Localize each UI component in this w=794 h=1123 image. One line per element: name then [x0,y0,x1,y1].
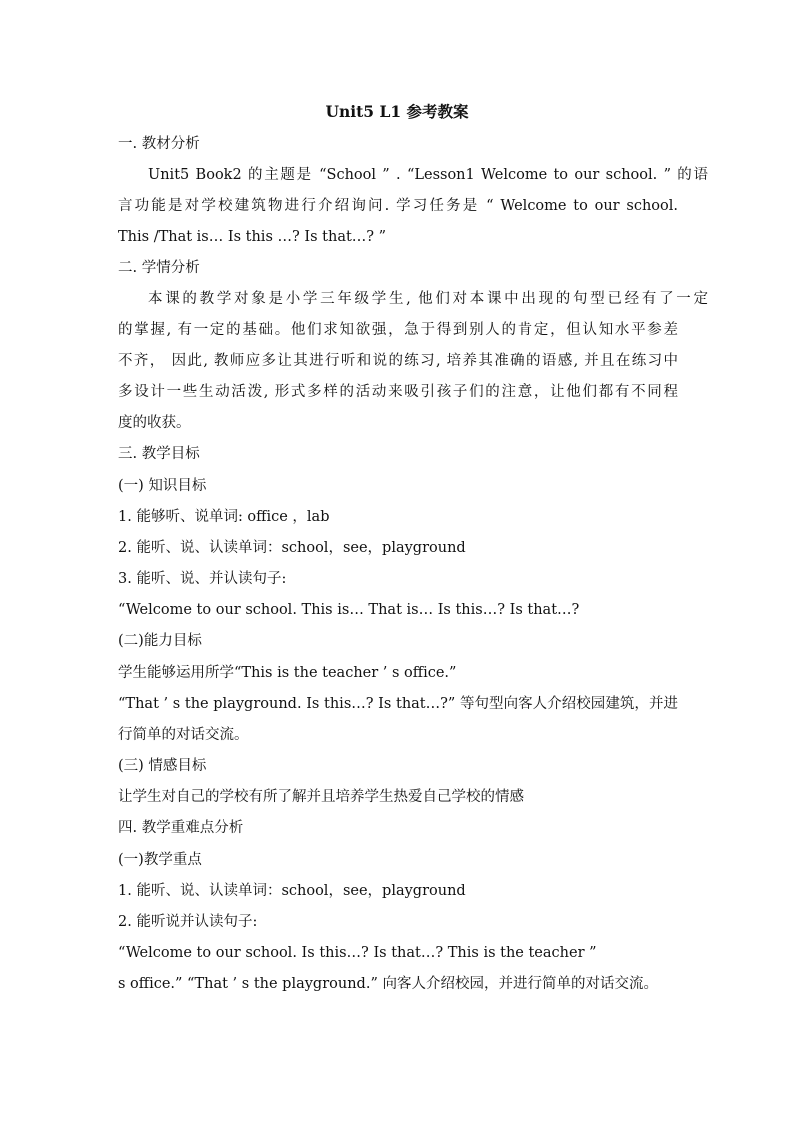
subheading-teaching-focus: (一)教学重点 [118,852,202,868]
document-title: Unit5 L1 参考教案 [325,102,469,121]
section-heading-textbook-analysis: 一. 教材分析 [118,136,200,152]
paragraph-line: This /That is… Is this …? Is that…? ” [118,229,387,245]
section-heading-key-points: 四. 教学重难点分析 [118,820,244,836]
section-heading-teaching-objectives: 三. 教学目标 [118,446,200,462]
example-sentences: “Welcome to our school. This is… That is… Is this…? Is that…? [118,602,580,618]
section-heading-student-analysis: 二. 学情分析 [118,260,200,276]
paragraph-line: 多设计一些生动活泼, 形式多样的活动来吸引孩子们的注意，让他们都有不同程 [118,384,678,400]
list-item: 1. 能够听、说单词: office ，lab [118,509,330,525]
paragraph-line: 学生能够运用所学“This is the teacher ’ s office.” [118,665,457,681]
list-item: 1. 能听、说、认读单词：school，see，playground [118,883,466,899]
paragraph-line: “That ’ s the playground. Is this…? Is that…?” 等句型向客人介绍校园建筑，并进 [118,696,678,712]
list-item: 2. 能听、说、认读单词：school，see，playground [118,540,466,556]
paragraph-line: 本课的教学对象是小学三年级学生, 他们对本课中出现的句型已经有了一定 [148,291,708,307]
subheading-ability-objectives: (二)能力目标 [118,633,202,649]
paragraph-line: 行简单的对话交流。 [118,727,249,743]
paragraph-line: 让学生对自己的学校有所了解并且培养学生热爱自己学校的情感 [118,789,524,805]
paragraph-line: Unit5 Book2 的主题是 “School ” . “Lesson1 Welcome to our school. ” 的语 [148,167,708,183]
list-item: 2. 能听说并认读句子: [118,914,258,930]
example-sentences: “Welcome to our school. Is this…? Is that…? This is the teacher ” [118,945,597,961]
list-item: 3. 能听、说、并认读句子: [118,571,287,587]
paragraph-line: 的掌握, 有一定的基础。他们求知欲强，急于得到别人的肯定，但认知水平参差 [118,322,678,338]
paragraph-line: 度的收获。 [118,415,191,431]
paragraph-line: 言功能是对学校建筑物进行介绍询问. 学习任务是 “ Welcome to our school. [118,198,678,214]
paragraph-line: s office.” “That ’ s the playground.” 向客人介绍校园，并进行简单的对话交流。 [118,976,658,992]
subheading-knowledge-objectives: (一) 知识目标 [118,478,207,494]
subheading-emotional-objectives: (三) 情感目标 [118,758,207,774]
paragraph-line: 不齐， 因此, 教师应多让其进行听和说的练习, 培养其准确的语感, 并且在练习中 [118,353,678,369]
